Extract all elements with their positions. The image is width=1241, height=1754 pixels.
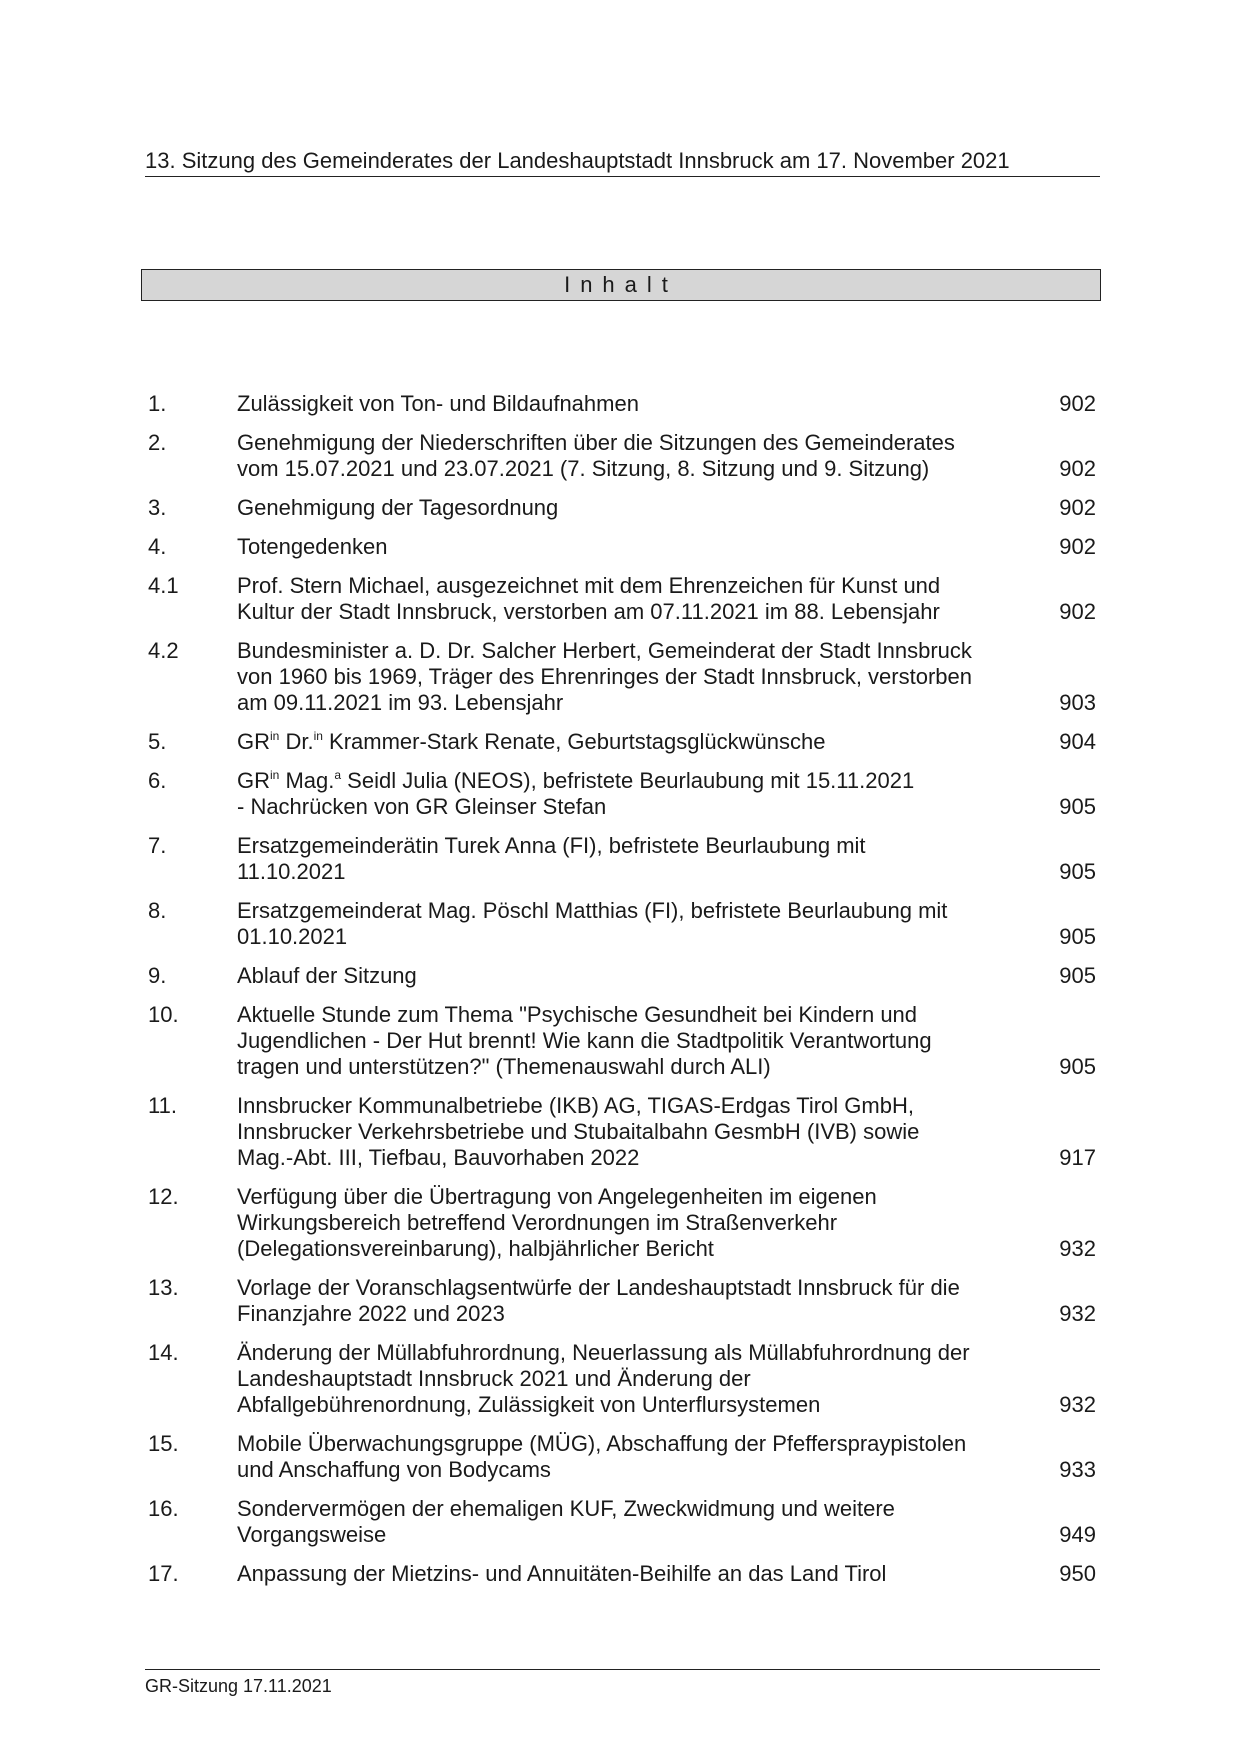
toc-entry <box>148 1340 1096 1418</box>
toc-entry-number: 15. <box>148 1431 179 1456</box>
toc-entry-page: 932 <box>1059 1301 1096 1326</box>
toc-entry-page: 933 <box>1059 1457 1096 1482</box>
toc-entry-page: 917 <box>1059 1145 1096 1170</box>
document-footer: GR-Sitzung 17.11.2021 <box>145 1669 1100 1698</box>
toc-entry-title: Verfügung über die Übertragung von Angelegenheiten im eigenen Wirkungsbereich betreffend Verordnungen im Straßenverkehr (Delegationsvereinbarung), halbjährlicher Bericht <box>237 1184 877 1261</box>
toc-entry <box>148 1431 1096 1483</box>
toc-entry <box>148 495 1096 521</box>
toc-entry-page: 902 <box>1059 534 1096 559</box>
toc-entry-title: Zulässigkeit von Ton- und Bildaufnahmen <box>237 391 639 416</box>
title-segment: GR <box>237 729 270 754</box>
toc-entry-page: 905 <box>1059 859 1096 884</box>
toc-entry <box>148 898 1096 950</box>
toc-entry-title: Aktuelle Stunde zum Thema "Psychische Gesundheit bei Kindern und Jugendlichen - Der Hut brennt! Wie kann die Stadtpolitik Verantwortung tragen und unterstützen?" (Themenauswahl durch ALI) <box>237 1002 932 1079</box>
title-segment: Krammer-Stark Renate, Geburtstagsglückwünsche <box>322 729 826 754</box>
toc-entry-title: Totengedenken <box>237 534 388 559</box>
toc-entry-number: 6. <box>148 768 167 793</box>
toc-entry-title: Innsbrucker Kommunalbetriebe (IKB) AG, TIGAS-Erdgas Tirol GmbH, Innsbrucker Verkehrsbetriebe und Stubaitalbahn GesmbH (IVB) sowie Mag.-Abt. III, Tiefbau, Bauvorhaben 2022 <box>237 1093 920 1170</box>
title-segment: GR <box>237 768 270 793</box>
toc-entry-title: Vorlage der Voranschlagsentwürfe der Landeshauptstadt Innsbruck für die Finanzjahre 2022 und 2023 <box>237 1275 960 1326</box>
toc-entry-page: 905 <box>1059 794 1096 819</box>
toc-entry-page: 902 <box>1059 391 1096 416</box>
toc-entry-title: Prof. Stern Michael, ausgezeichnet mit dem Ehrenzeichen für Kunst und Kultur der Stadt Innsbruck, verstorben am 07.11.2021 im 88. Lebensjahr <box>237 573 941 624</box>
toc-entry-title: Änderung der Müllabfuhrordnung, Neuerlassung als Müllabfuhrordnung der Landeshauptstadt Innsbruck 2021 und Änderung der Abfallgebührenordnung, Zulässigkeit von Unterflursystemen <box>237 1340 970 1417</box>
toc-entry <box>148 833 1096 885</box>
toc-entry-title: Genehmigung der Niederschriften über die Sitzungen des Gemeinderates vom 15.07.2021 und 23.07.2021 (7. Sitzung, 8. Sitzung und 9. Sitzung) <box>237 430 955 481</box>
title-superscript: in <box>270 729 280 743</box>
toc-entry <box>148 1561 1096 1587</box>
toc-entry-number: 2. <box>148 430 167 455</box>
toc-entry-number: 4.1 <box>148 573 179 598</box>
toc-entry-number: 5. <box>148 729 167 754</box>
toc-entry-title: Anpassung der Mietzins- und Annuitäten-Beihilfe an das Land Tirol <box>237 1561 887 1586</box>
toc-entry-page: 905 <box>1059 963 1096 988</box>
toc-entry-title: Bundesminister a. D. Dr. Salcher Herbert, Gemeinderat der Stadt Innsbruck von 1960 bis 1969, Träger des Ehrenringes der Stadt Innsbruck, verstorben am 09.11.2021 im 93. Lebensjahr <box>237 638 972 715</box>
toc-entry-page: 902 <box>1059 495 1096 520</box>
toc-entry-number: 9. <box>148 963 167 988</box>
toc-entry-number: 1. <box>148 391 167 416</box>
title-superscript: a <box>334 768 342 782</box>
toc-entry-number: 14. <box>148 1340 179 1365</box>
toc-entry-page: 903 <box>1059 690 1096 715</box>
toc-entry <box>148 963 1096 989</box>
toc-entry-page: 932 <box>1059 1392 1096 1417</box>
toc-entry-title <box>237 768 1036 820</box>
toc-entry-page: 905 <box>1059 924 1096 949</box>
toc-entry-title: Mobile Überwachungsgruppe (MÜG), Abschaffung der Pfeffersprаypistolen und Anschaffung von Bodycams <box>237 1431 967 1482</box>
toc-entry-page: 932 <box>1059 1236 1096 1261</box>
toc-entry-number: 8. <box>148 898 167 923</box>
title-superscript: in <box>270 768 280 782</box>
toc-entry-number: 7. <box>148 833 167 858</box>
document-header: 13. Sitzung des Gemeinderates der Landeshauptstadt Innsbruck am 17. November 2021 <box>145 146 1100 177</box>
toc-entry-page: 902 <box>1059 599 1096 624</box>
toc-entry-number: 13. <box>148 1275 179 1300</box>
toc-entry-number: 4. <box>148 534 167 559</box>
toc-entry-page: 950 <box>1059 1561 1096 1586</box>
toc-entry-title: Genehmigung der Tagesordnung <box>237 495 559 520</box>
title-superscript: in <box>313 729 323 743</box>
toc-entry <box>148 729 1096 755</box>
toc-entry-title: Ersatzgemeinderat Mag. Pöschl Matthias (FI), befristete Beurlaubung mit 01.10.2021 <box>237 898 948 949</box>
toc-entry-number: 17. <box>148 1561 179 1586</box>
title-segment: Mag. <box>279 768 335 793</box>
toc-entry <box>148 1184 1096 1262</box>
toc-entry-page: 904 <box>1059 729 1096 754</box>
toc-entry-page: 949 <box>1059 1522 1096 1547</box>
toc-entry <box>148 768 1096 820</box>
toc-entry <box>148 638 1096 716</box>
toc-entry <box>148 1275 1096 1327</box>
toc-entry <box>148 1496 1096 1548</box>
toc-entry <box>148 534 1096 560</box>
toc-entry-number: 12. <box>148 1184 179 1209</box>
toc-entry-number: 16. <box>148 1496 179 1521</box>
toc-entry-number: 10. <box>148 1002 179 1027</box>
toc-entry-title: Ablauf der Sitzung <box>237 963 417 988</box>
toc-entry <box>148 430 1096 482</box>
toc-entry-number: 3. <box>148 495 167 520</box>
title-segment: Seidl Julia (NEOS), befristete Beurlaubung mit 15.11.2021 - Nachrücken von GR Gleinser Stefan <box>237 768 915 819</box>
toc-entry-page: 905 <box>1059 1054 1096 1079</box>
table-of-contents <box>148 391 1096 1600</box>
toc-entry-title: Sondervermögen der ehemaligen KUF, Zweckwidmung und weitere Vorgangsweise <box>237 1496 895 1547</box>
toc-entry-title <box>237 729 1036 755</box>
toc-entry <box>148 573 1096 625</box>
toc-entry-number: 4.2 <box>148 638 179 663</box>
toc-entry <box>148 391 1096 417</box>
toc-entry <box>148 1093 1096 1171</box>
toc-entry-title: Ersatzgemeinderätin Turek Anna (FI), befristete Beurlaubung mit 11.10.2021 <box>237 833 866 884</box>
toc-entry <box>148 1002 1096 1080</box>
toc-entry-page: 902 <box>1059 456 1096 481</box>
contents-title: Inhalt <box>141 269 1101 301</box>
toc-entry-number: 11. <box>148 1093 177 1118</box>
title-segment: Dr. <box>279 729 314 754</box>
